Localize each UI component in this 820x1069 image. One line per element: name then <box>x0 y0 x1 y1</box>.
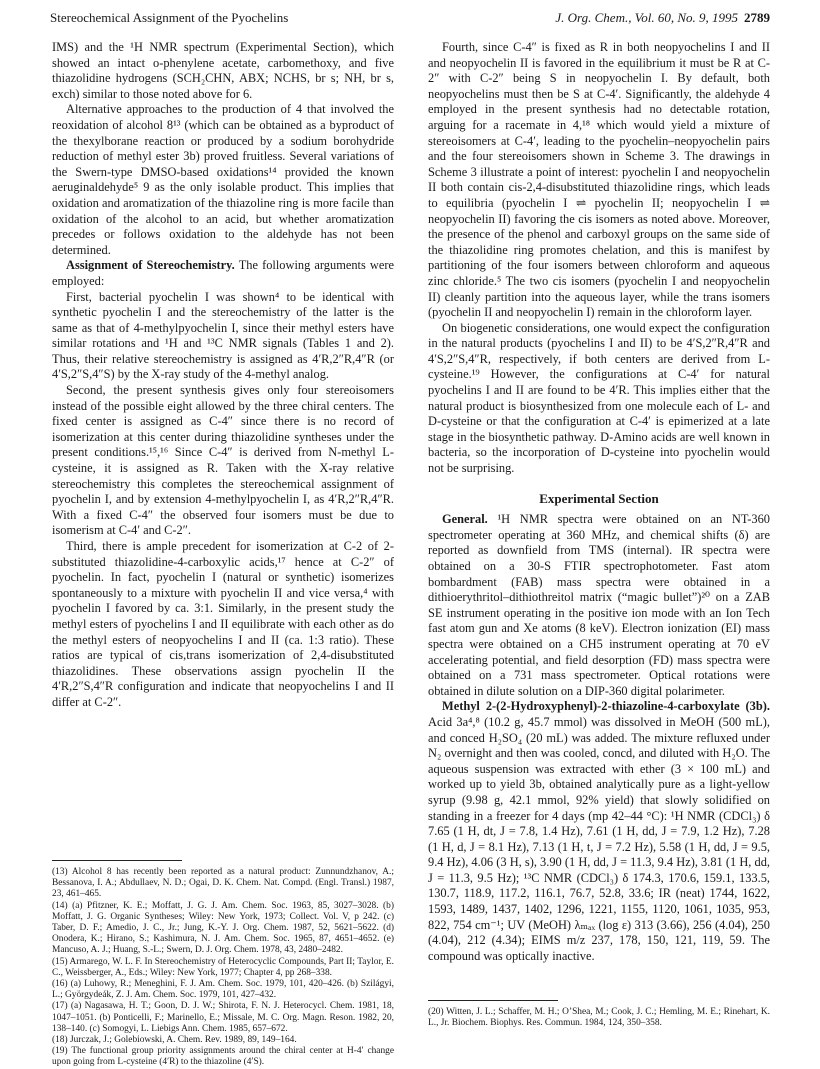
footnote: (16) (a) Luhowy, R.; Meneghini, F. J. Am. Chem. Soc. 1979, 101, 420–426. (b) Szilágyi, L.; Györgydeák, Z. J. Am. Chem. Soc. 1979, 101, 427–432. <box>52 979 394 1001</box>
footnotes-left <box>52 846 394 1069</box>
footnote: (20) Witten, J. L.; Schaffer, M. H.; O’Shea, M.; Cook, J. C.; Hemling, M. E.; Rinehart, K. L., Jr. Biochem. Biophys. Res. Commun. 1984, 124, 350–358. <box>428 1007 770 1029</box>
paragraph: Alternative approaches to the production of 4 that involved the reoxidation of alcohol 8¹³ (which can be obtained as a byproduct of the thexylborane reaction or produced by a sodium borohydride reduction of methyl ester 3b) proved fruitless. Several variations of the Swern-type DMSO-based oxidations¹⁴ provided the known aeruginaldehyde⁵ 9 as the only isolable product. This implies that oxidation and aromatization of the thiazoline ring is more facile than oxidation of the alcohol to an acid, but whether aromatization precedes or follows oxidation to the aldehyde has not been determined. <box>52 102 394 257</box>
paragraph <box>52 258 394 289</box>
footnotes-right <box>428 986 770 1029</box>
footnote-list <box>428 1007 770 1029</box>
running-head <box>50 10 770 28</box>
footnote-list <box>52 867 394 1069</box>
section-run-in-heading: Assignment of Stereochemistry. <box>66 258 235 273</box>
paragraph-text: Acid 3a⁴,⁸ (10.2 g, 45.7 mmol) was dissolved in MeOH (500 mL), and conced H₂SO₄ (20 mL) was added. The mixture refluxed under N₂ overnight and then was cooled, concd, and diluted with H₂O. The aqueous suspension was extracted with ether (3 × 100 mL) and worked up to yield 3b, obtained analytically pure as a light-yellow syrup (9.98 g, 42.1 mmol, 92% yield) that slowly solidified on standing in a freezer for 4 days (mp 42–44 °C): ¹H NMR (CDCl₃) δ 7.65 (1 H, dt, J = 7.8, 1.4 Hz), 7.61 (1 H, dd, J = 7.9, 1.2 Hz), 7.28 (1 H, d, J = 8.1 Hz), 7.13 (1 H, t, J = 7.2 Hz), 5.58 (1 H, dd, J = 9.5, 9.4 Hz), 4.06 (3 H, s), 3.90 (1 H, dd, J = 11.3, 9.4 Hz), 3.81 (1 H, dd, J = 11.3, 9.5 Hz); ¹³C NMR (CDCl₃) δ 174.3, 170.6, 159.1, 133.5, 130.7, 118.9, 117.2, 116.1, 76.7, 52.8, 33.6; IR (neat) 1744, 1622, 1593, 1489, 1437, 1402, 1296, 1221, 1155, 1120, 1061, 1035, 953, 822, 754 cm⁻¹; UV (MeOH) λₘₐₓ (log ε) 313 (3.66), 256 (4.04), 250 (4.04), 212 (4.34); EIMS m/z 237, 178, 150, 121, 119, 59. The compound was optically inactive. <box>428 714 770 963</box>
running-title: Stereochemical Assignment of the Pyochelins <box>50 10 289 25</box>
footnote: (17) (a) Nagasawa, H. T.; Goon, D. J. W.; Shirota, F. N. J. Heterocycl. Chem. 1981, 18, 1047–1051. (b) Ponticelli, F.; Marinello, E.; Missale, M. C. Org. Magn. Reson. 1982, 20, 138–140. (c) Somogyi, L. Liebigs Ann. Chem. 1985, 657–672. <box>52 1001 394 1034</box>
paragraph-text: The following arguments were employed: <box>52 258 395 288</box>
run-in-heading: General. <box>442 512 488 527</box>
journal-name: J. Org. Chem., Vol. 60, No. 9, 1995 <box>555 10 738 25</box>
footnote: (13) Alcohol 8 has recently been reported as a natural product: Zunnundzhanov, A.; Bessanova, I. A.; Abdullaev, N. D.; Ogai, D. K. Chem. Nat. Compd. (Engl. Transl.) 1987, 23, 461–465. <box>52 867 394 900</box>
paragraph: First, bacterial pyochelin I was shown⁴ to be identical with synthetic pyochelin I and the stereochemistry of the latter is the same as that of 4-methylpyochelin I, since their methyl esters have similar rotations and ¹H and ¹³C NMR signals (Tables 1 and 2). Thus, their relative stereochemistry is assigned as 4′R,2″R,4″R (or 4′S,2″S,4″S) by the X-ray study of the 4-methyl analog. <box>52 289 394 382</box>
paragraph-text: ¹H NMR spectra were obtained on an NT-360 spectrometer operating at 360 MHz, and chemical shifts (δ) are reported as downfield from TMS (internal). IR spectra were obtained on a 30-S FTIR spectrophotometer. Fast atom bombardment (FAB) mass spectra were obtained in a dithioerythritol–dithiothreitol matrix (“magic bullet”)²⁰ on a ZAB SE instrument operating in the positive ion mode with an Ion Tech fast atom gun and Xe atoms (8 keV). Electron ionization (EI) mass spectra were obtained on a CH5 instrument operating at 70 eV accelerating potential, and field desorption (FD) mass spectra were obtained on a 731 mass spectrometer. Optical rotations were obtained in dilute solution on a DIP-360 digital polarimeter. <box>428 512 770 698</box>
paragraph <box>428 699 770 964</box>
page-number: 2789 <box>744 10 770 25</box>
footnote-rule <box>52 860 182 861</box>
left-column <box>52 40 394 711</box>
paragraph: On biogenetic considerations, one would expect the configuration in the natural products (pyochelins I and II) to be 4′S,2″R,4″R and 4′S,2″S,4″R, respectively, if both centers are derived from L-cysteine.¹⁹ However, the configurations at C-4′ for natural pyochelins I and II are found to be 4′R. This implies either that the natural product is biosynthesized from one molecule each of L- and D-cysteine or that the configuration at C-4′ is epimerized at a late stage in the biosynthetic pathway. D-Amino acids are well known in bacteria, so the incorporation of D-cysteine into pyochelin would not be surprising. <box>428 320 770 476</box>
paragraph: IMS) and the ¹H NMR spectrum (Experimental Section), which showed an intact o-phenylene acetate, carbomethoxy, and five thiazolidine hydrogens (SCH₂CHN, ABX; NCHS, br s; NH, br s, exch) similar to those noted above for 6. <box>52 40 394 101</box>
footnote: (14) (a) Pfitzner, K. E.; Moffatt, J. G. J. Am. Chem. Soc. 1963, 85, 3027–3028. (b) Moffatt, J. G. Organic Syntheses; Wiley: New York, 1973; Collect. Vol. V, p 242. (c) Taber, D. F.; Amedio, J. C., Jr.; Jung, K.-Y. J. Org. Chem. 1987, 52, 5621–5622. (d) Onodera, K.; Hirano, S.; Kashimura, N. J. Am. Chem. Soc. 1965, 87, 4651–4652. (e) Mancuso, A. J.; Huang, S.-L.; Swern, D. J. Org. Chem. 1978, 43, 2480–2482. <box>52 900 394 956</box>
right-column <box>428 40 770 964</box>
paragraph <box>428 512 770 699</box>
compound-heading: Methyl 2-(2-Hydroxyphenyl)-2-thiazoline-4-carboxylate (3b). <box>442 699 770 714</box>
paragraph: Fourth, since C-4″ is fixed as R in both neopyochelins I and II and neopyochelin II is favored in the equilibrium it must be R at C-2″ with C-2″ being S in neopyochelin I. By default, both neopyochelins must then be S at C-4′. Significantly, the aldehyde 4 employed in the present synthesis had no detectable rotation, arguing for a racemate in 4,¹⁸ which would yield a mixture of stereoisomers at C-4′, leading to the pyochelin–neopyochelin pairs and the four stereoisomers shown in Scheme 3. The drawings in Scheme 3 illustrate a point of interest: pyochelin I and neopyochelin II both contain cis-2,4-disubstituted thiazolidine rings, which leads to equilibria (pyochelin I ⇌ pyochelin II; neopyochelin I ⇌ neopyochelin II) favoring the cis isomers as noted above. Moreover, the presence of the phenol and carboxyl groups on the same side of the thiazolidine ring promotes chelation, and this is manifest by partitioning of the four isomers between chloroform and aqueous zinc chloride.⁵ The two cis isomers (pyochelin I and neopyochelin II) cleanly partition into the aqueous layer, while the trans isomers (pyochelin II and neopyochelin I) remain in the chloroform layer. <box>428 40 770 320</box>
footnote-rule <box>428 1000 558 1001</box>
section-heading: Experimental Section <box>539 490 659 506</box>
paragraph: Second, the present synthesis gives only four stereoisomers instead of the possible eight allowed by the three chiral centers. The fixed center is assigned as C-4″ since there is no record of isomerization at this center during thiazolidine syntheses under the present conditions.¹⁵,¹⁶ Since C-4″ is derived from N-methyl L-cysteine, it is assigned as R. Taken with the X-ray relative stereochemistry this completes the stereochemical assignment of pyochelin I, and by extension 4-methylpyochelin I, as 4′R,2″R,4″R. With a fixed C-4″ the observed four isomers must be due to isomerism at C-4′ and C-2″. <box>52 383 394 538</box>
paragraph: Third, there is ample precedent for isomerization at C-2 of 2-substituted thiazolidine-4-carboxylic acids,¹⁷ hence at C-2″ of pyochelin. In fact, pyochelin I (natural or synthetic) isomerizes spontaneously to a mixture with pyochelin II and vice versa,⁴ with pyochelin I favored by ca. 3:1. Similarly, in the present study the methyl esters of pyochelins I and II equilibrate with each other as do the methyl esters of neopyochelins I and II (ca. 1:3 ratio). These ratios are typical of cis,trans isomerization of 2,4-disubstituted thiazolidines. These observations assign pyochelin II the 4′R,2″S,4″R configuration and indicate that neopyochelins I and II differ at C-2″. <box>52 539 394 709</box>
footnote: (15) Armarego, W. L. F. In Stereochemistry of Heterocyclic Compounds, Part II; Taylor, E. C., Weissberger, A., Eds.; Wiley: New York, 1977; Chapter 4, pp 268–338. <box>52 956 394 978</box>
footnote: (18) Jurczak, J.; Golebiowski, A. Chem. Rev. 1989, 89, 149–164. <box>52 1035 297 1046</box>
footnote: (19) The functional group priority assignments around the chiral center at H-4′ change upon going from L-cysteine (4′R) to the thiazoline (4′S). <box>52 1046 394 1068</box>
journal-citation <box>555 10 770 26</box>
